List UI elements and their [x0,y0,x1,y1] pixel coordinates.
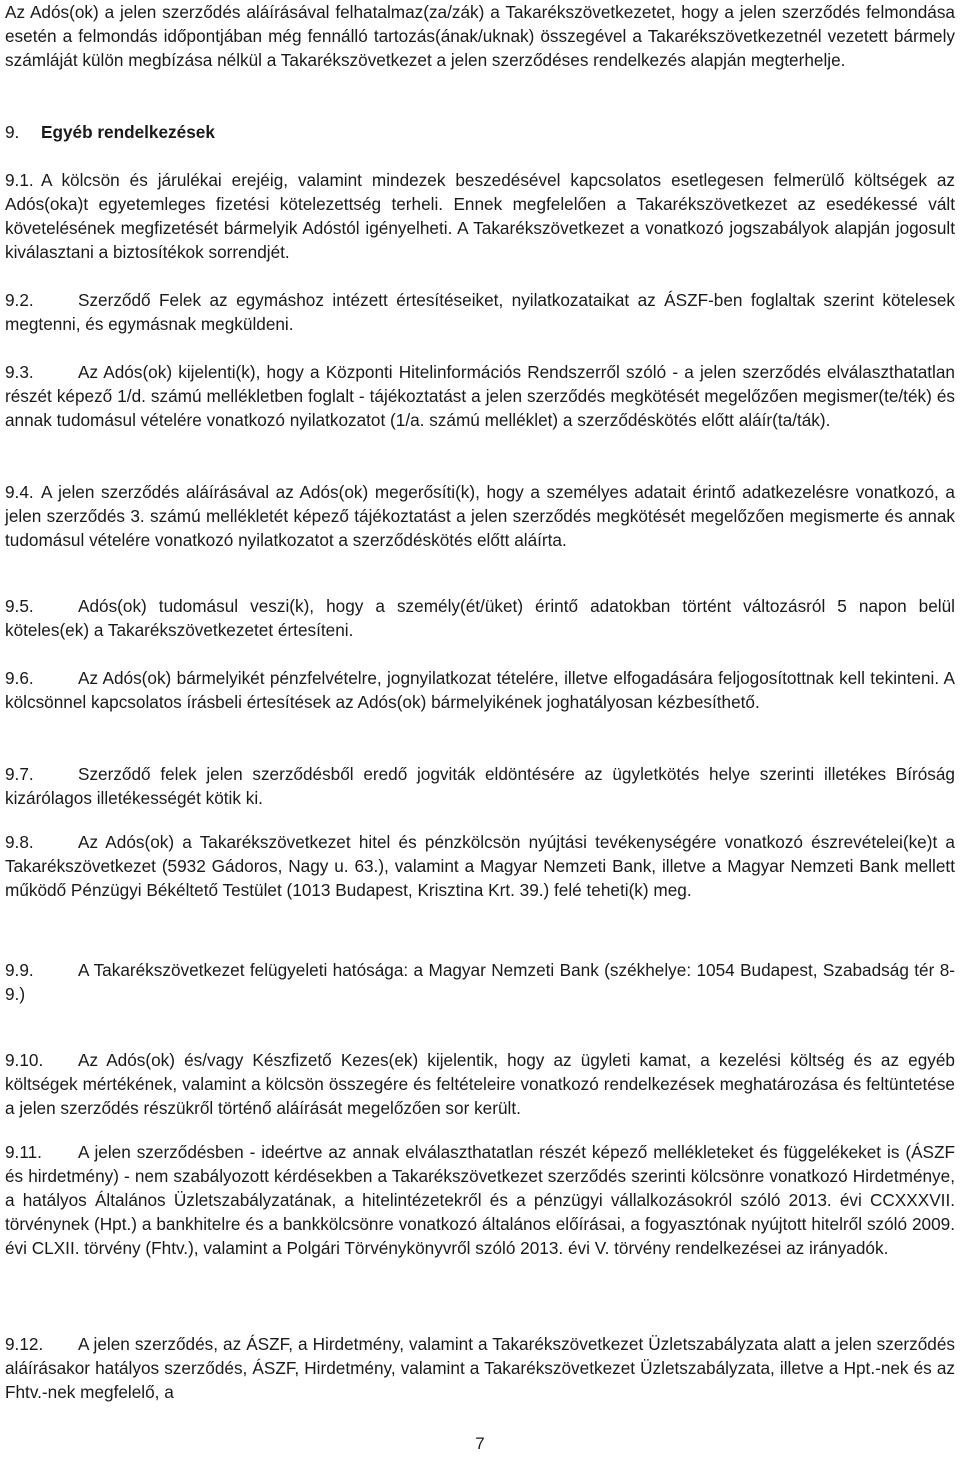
clause-number: 9.12. [5,1334,44,1354]
clause-text: Az Adós(ok) kijelenti(k), hogy a Központi Hitelinformációs Rendszerről szóló - a jelen szerződés elválaszthatatlan részét képező 1/d. számú mellékletben foglalt - tájékoztatást a jelen szerződés megkötését megelőzően megismer(te/ték) és annak tudomásul vételére vonatkozó nyilatkozatot (1/a. számú melléklet) a szerződéskötés előtt aláír(ta/ták). [5,362,955,430]
clause-text: Szerződő Felek az egymáshoz intézett értesítéseiket, nyilatkozataikat az ÁSZF-ben foglaltak szerint kötelesek megtenni, és egymásnak megküldeni. [5,290,955,334]
clause-text: Adós(ok) tudomásul veszi(k), hogy a személy(ét/üket) érintő adatokban történt változásról 5 napon belül köteles(ek) a Takarékszövetkezetet értesíteni. [5,596,955,640]
clause-9-7 [5,762,955,810]
clause-number: 9.2. [5,290,34,310]
clause-number: 9.4. [5,482,34,502]
clause-text: A jelen szerződésben - ideértve az annak elválaszthatatlan részét képező mellékleteket és függelékeket is (ÁSZF és hirdetmény) - nem szabályozott kérdésekben a Takarékszövetkezet szerződés szerinti kölcsönre vonatkozó Hirdetménye, a hatályos Általános Üzletszabályzatának, a hitelintézetekről és a pénzügyi vállalkozásokról szóló 2013. évi CCXXXVII. törvénynek (Hpt.) a bankhitelre és a bankkölcsönre vonatkozó általános előírásai, a fogyasztónak nyújtott hitelről szóló 2009. évi CLXII. törvény (Fhtv.), valamint a Polgári Törvénykönyvről szóló 2013. évi V. törvény rendelkezései az irányadók. [5,1142,955,1258]
clause-number: 9.11. [5,1142,42,1162]
clause-9-12 [5,1332,955,1404]
clause-text: A jelen szerződés, az ÁSZF, a Hirdetmény, valamint a Takarékszövetkezet Üzletszabályzata alatt a jelen szerződés aláírásakor hatályos szerződés, ÁSZF, Hirdetmény, valamint a Takarékszövetkezet Üzletszabályzata, illetve a Hpt.-nek és az Fhtv.-nek megfelelő, a [5,1334,955,1402]
clause-number: 9.7. [5,764,34,784]
clause-text: A Takarékszövetkezet felügyeleti hatósága: a Magyar Nemzeti Bank (székhelye: 1054 Budapest, Szabadság tér 8-9.) [5,960,955,1004]
section-heading [5,120,215,144]
clause-9-10 [5,1048,955,1120]
intro-paragraph: Az Adós(ok) a jelen szerződés aláírásával felhatalmaz(za/zák) a Takarékszövetkezetet, hogy a jelen szerződés felmondása esetén a felmondás időpontjában még fennálló tartozás(ának/uknak) összegével a Takarékszövetkezetnél vezetett bármely számláját külön megbízása nélkül a Takarékszövetkezet a jelen szerződéses rendelkezés alapján megterhelje. [5,2,955,70]
clause-text: A jelen szerződés aláírásával az Adós(ok) megerősíti(k), hogy a személyes adatait érintő adatkezelésre vonatkozó, a jelen szerződés 3. számú mellékletét képező tájékoztatást a jelen szerződés megkötését megelőzően megismerte és annak tudomásul vételére vonatkozó nyilatkozatot a szerződéskötés előtt aláírta. [5,482,955,550]
clause-text: Az Adós(ok) bármelyikét pénzfelvételre, jognyilatkozat tételére, illetve elfogadására feljogosítottnak kell tekinteni. A kölcsönnel kapcsolatos írásbeli értesítések az Adós(ok) bármelyikének joghatályosan kézbesíthető. [5,668,955,712]
clause-number: 9.10. [5,1050,44,1070]
clause-9-6 [5,666,955,714]
clause-number: 9.9. [5,960,34,980]
clause-text: A kölcsön és járulékai erejéig, valamint mindezek beszedésével kapcsolatos esetlegesen felmerülő költségek az Adós(oka)t egyetemleges fizetési kötelezettség terheli. Ennek megfelelően a Takarékszövetkezet az esedékessé vált követelésének megfizetését bármelyik Adóstól igényelheti. A Takarékszövetkezet a vonatkozó jogszabályok alapján jogosult kiválasztani a biztosítékok sorrendjét. [5,170,955,262]
clause-9-9 [5,958,955,1006]
clause-9-3 [5,360,955,432]
clause-9-8 [5,830,955,902]
clause-text: Az Adós(ok) a Takarékszövetkezet hitel és pénzkölcsön nyújtási tevékenységére vonatkozó észrevételei(ke)t a Takarékszövetkezet (5932 Gádoros, Nagy u. 63.), valamint a Magyar Nemzeti Bank, illetve a Magyar Nemzeti Bank mellett működő Pénzügyi Békéltető Testület (1013 Budapest, Krisztina Krt. 39.) felé teheti(k) meg. [5,832,955,900]
clause-9-5 [5,594,955,642]
clause-text: Szerződő felek jelen szerződésből eredő jogviták eldöntésére az ügyletkötés helye szerinti illetékes Bíróság kizárólagos illetékességét kötik ki. [5,764,955,808]
section-title: Egyéb rendelkezések [41,122,215,142]
clause-number: 9.3. [5,362,34,382]
clause-number: 9.5. [5,596,34,616]
clause-number: 9.6. [5,668,34,688]
clause-9-1 [5,168,955,264]
page-number: 7 [475,1434,485,1453]
clause-9-11 [5,1140,955,1260]
clause-text: Az Adós(ok) és/vagy Készfizető Kezes(ek) kijelentik, hogy az ügyleti kamat, a kezelési költség és az egyéb költségek mértékének, valamint a kölcsön összegére és feltételeire vonatkozó rendelkezések meghatározása és feltüntetése a jelen szerződés részükről történő aláírását megelőzően sor került. [5,1050,955,1118]
clause-number: 9.8. [5,832,34,852]
clause-number: 9.1. [5,170,34,190]
section-number: 9. [5,122,20,142]
clause-9-4 [5,480,955,552]
clause-9-2 [5,288,955,336]
